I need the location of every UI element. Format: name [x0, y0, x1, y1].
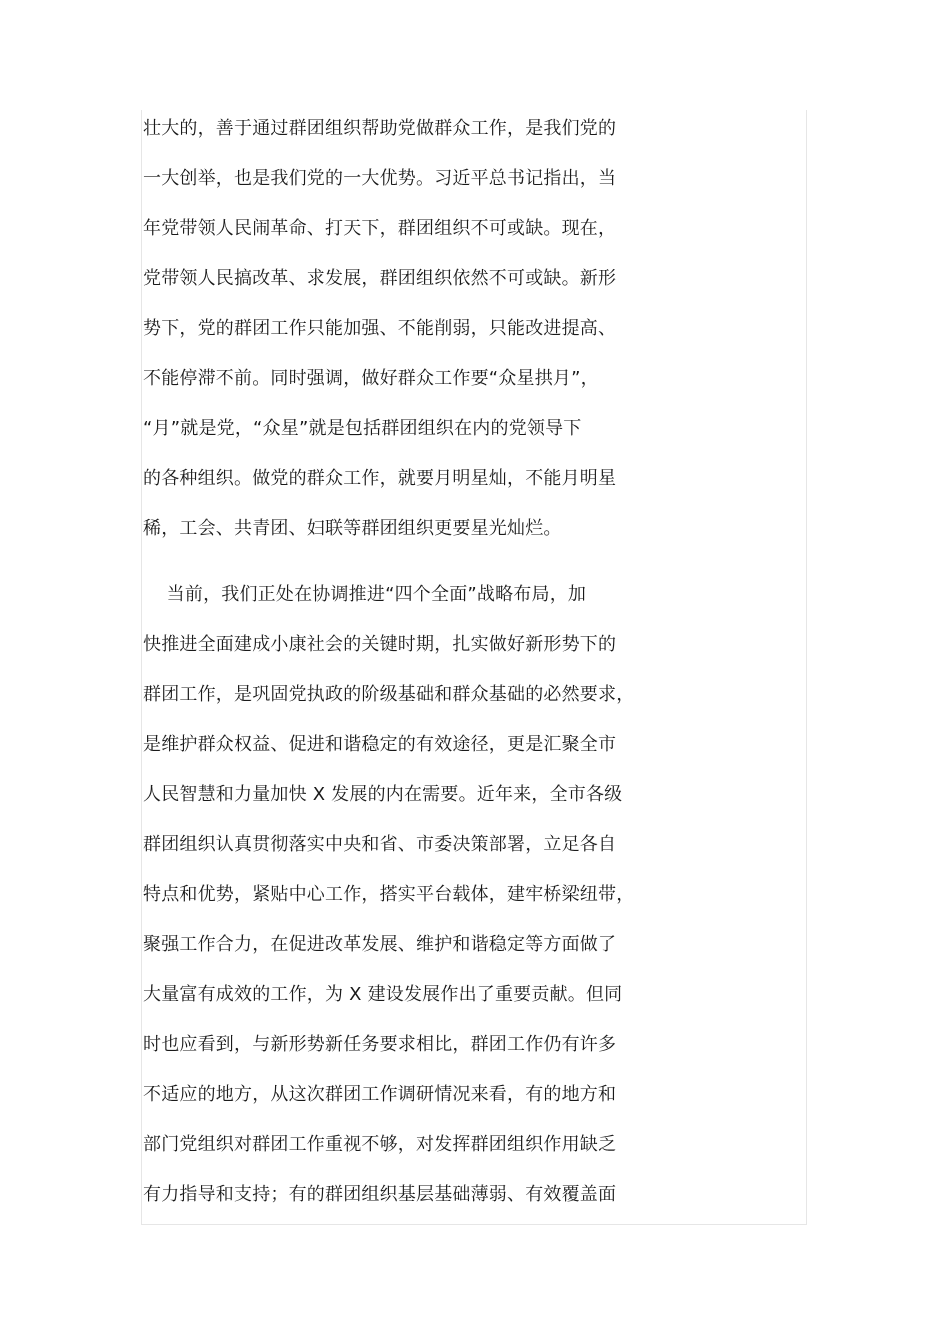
text-line: “月”就是党，“众星”就是包括群团组织在内的党领导下: [143, 418, 582, 439]
text-line: 快推进全面建成小康社会的关键时期，扎实做好新形势下的: [143, 634, 617, 655]
text-line: 稀，工会、共青团、妇联等群团组织更要星光灿烂。: [143, 518, 562, 539]
text-line: 大量富有成效的工作，为 X 建设发展作出了重要贡献。但同: [143, 984, 623, 1005]
paragraph-1: [143, 104, 843, 554]
text-line: 时也应看到，与新形势新任务要求相比，群团工作仍有许多: [143, 1034, 617, 1055]
text-line: 一大创举，也是我们党的一大优势。习近平总书记指出，当: [143, 168, 617, 189]
text-line: 不适应的地方，从这次群团工作调研情况来看，有的地方和: [143, 1084, 617, 1105]
text-line: 当前，我们正处在协调推进“四个全面”战略布局，加: [143, 584, 587, 605]
text-line: 不能停滞不前。同时强调，做好群众工作要“众星拱月”，: [143, 368, 599, 389]
paragraph-2: [143, 570, 843, 1220]
text-line: 势下，党的群团工作只能加强、不能削弱，只能改进提高、: [143, 318, 617, 339]
text-line: 群团工作，是巩固党执政的阶级基础和群众基础的必然要求，: [143, 684, 635, 705]
text-line: 人民智慧和力量加快 X 发展的内在需要。近年来，全市各级: [143, 784, 623, 805]
text-line: 特点和优势，紧贴中心工作，搭实平台载体，建牢桥梁纽带，: [143, 884, 635, 905]
text-line: 是维护群众权益、促进和谐稳定的有效途径，更是汇聚全市: [143, 734, 617, 755]
text-line: 群团组织认真贯彻落实中央和省、市委决策部署，立足各自: [143, 834, 617, 855]
text-line: 壮大的，善于通过群团组织帮助党做群众工作，是我们党的: [143, 118, 617, 139]
text-line: 部门党组织对群团工作重视不够，对发挥群团组织作用缺乏: [143, 1134, 617, 1155]
text-line: 有力指导和支持；有的群团组织基层基础薄弱、有效覆盖面: [143, 1184, 617, 1205]
text-line: 党带领人民搞改革、求发展，群团组织依然不可或缺。新形: [143, 268, 617, 289]
text-line: 年党带领人民闹革命、打天下，群团组织不可或缺。现在，: [143, 218, 617, 239]
text-line: 聚强工作合力，在促进改革发展、维护和谐稳定等方面做了: [143, 934, 617, 955]
text-line: 的各种组织。做党的群众工作，就要月明星灿，不能月明星: [143, 468, 617, 489]
